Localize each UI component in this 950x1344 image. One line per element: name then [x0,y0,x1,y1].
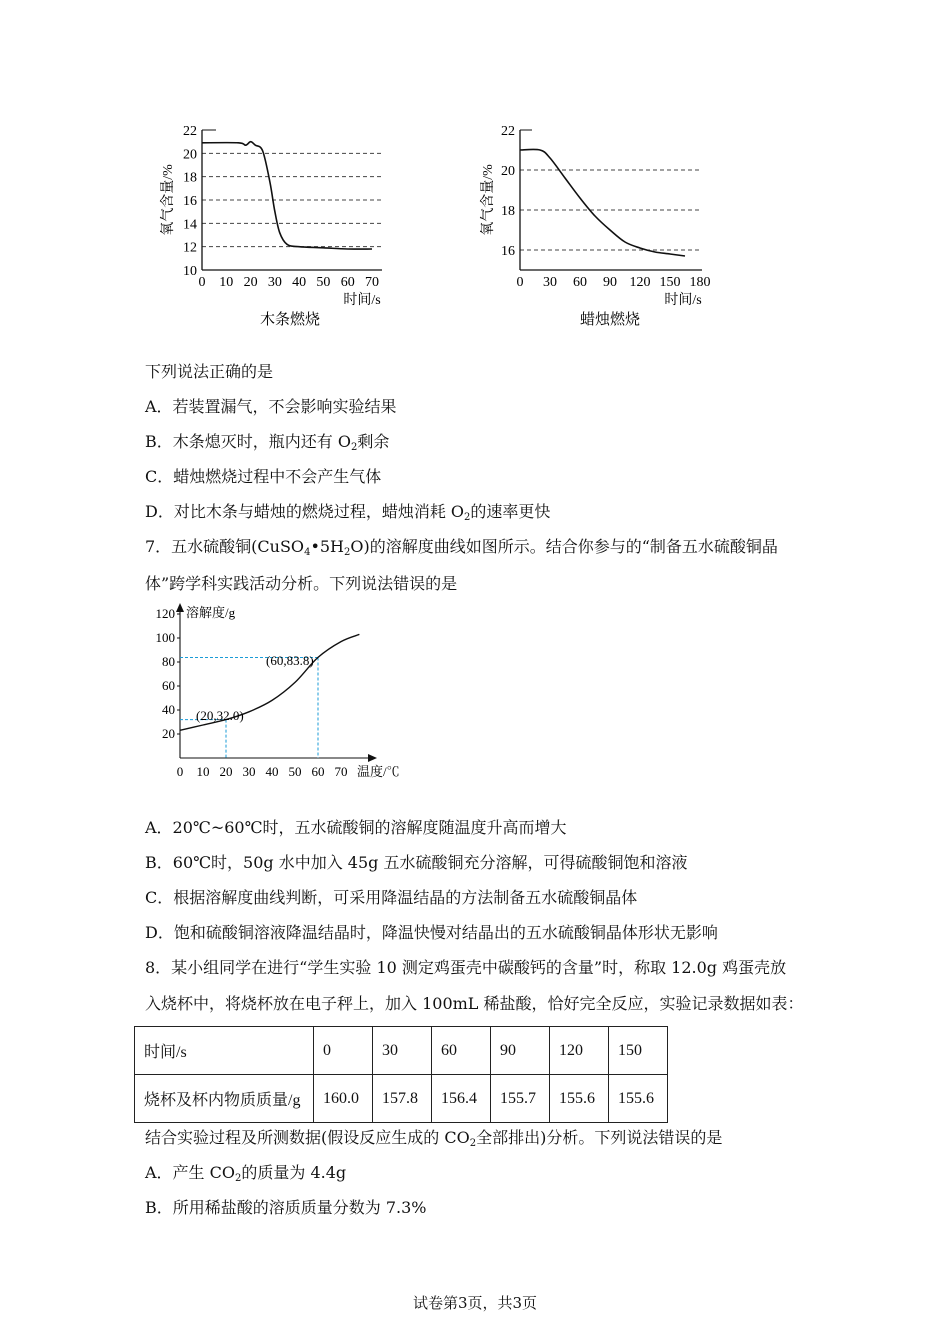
candle-caption: 蜡烛燃烧 [579,312,641,328]
wood-gridlines [202,130,382,247]
q7-option-c: C．根据溶解度曲线判断，可采用降温结晶的方法制备五水硫酸铜晶体 [145,888,638,907]
table-cell: 120 [550,1027,609,1075]
table-cell: 156.4 [432,1075,491,1123]
table-cell: 90 [491,1027,550,1075]
table-cell: 150 [609,1027,668,1075]
q7-option-b: B．60℃时，50g 水中加入 45g 五水硫酸铜充分溶解，可得硫酸铜饱和溶液 [145,853,688,872]
candle-oxygen-curve [520,149,685,256]
q7-stem-line1: 7．五水硫酸铜(CuSO4•5H2O)的溶解度曲线如图所示。结合你参与的“制备五水硫酸铜晶 [145,537,778,558]
x-tick-label: 50 [316,275,331,290]
wood-x-label: 时间/s [343,293,381,308]
table-cell: 155.7 [491,1075,550,1123]
x-tick-label: 40 [265,764,279,779]
x-tick-label: 0 [176,764,184,779]
q7-stem-line2: 体”跨学科实践活动分析。下列说法错误的是 [145,574,458,593]
wood-y-label: 氧气含量/% [161,164,176,236]
y-tick-label: 22 [501,124,515,139]
q6-option-a: A．若装置漏气，不会影响实验结果 [145,397,397,416]
x-tick-label: 0 [516,275,524,290]
x-tick-label: 120 [629,275,651,290]
q8-analysis-stem: 结合实验过程及所测数据(假设反应生成的 CO2全部排出)分析。下列说法错误的是 [145,1128,723,1149]
q8-option-a: A．产生 CO2的质量为 4.4g [145,1163,347,1184]
y-tick-label: 20 [501,164,515,179]
x-tick-label: 30 [543,275,557,290]
x-tick-label: 40 [292,275,307,290]
table-cell: 时间/s [135,1027,314,1075]
wood-caption: 木条燃烧 [259,312,321,328]
x-tick-label: 70 [334,764,348,779]
y-tick-label: 10 [183,264,197,279]
y-tick-label: 80 [162,654,175,669]
table-cell: 157.8 [373,1075,432,1123]
x-tick-label: 10 [196,764,210,779]
table-cell: 155.6 [550,1075,609,1123]
q7-option-a: A．20℃~60℃时，五水硫酸铜的溶解度随温度升高而增大 [145,818,567,837]
y-tick-label: 16 [501,244,515,259]
x-tick-label: 180 [689,275,711,290]
x-tick-label: 0 [198,275,206,290]
y-tick-label: 60 [162,678,175,693]
q6-stem: 下列说法正确的是 [145,362,274,381]
candle-gridlines [520,130,702,250]
table-row [135,1027,668,1075]
sol-y-arrow [176,603,184,612]
x-tick-label: 60 [340,275,355,290]
table-cell: 160.0 [314,1075,373,1123]
sol-point1-label: (20,32.0) [196,708,244,723]
y-tick-label: 40 [162,702,175,717]
table-cell: 60 [432,1027,491,1075]
y-tick-label: 100 [155,630,175,645]
q8-data-table [134,1026,668,1123]
q6-option-c: C．蜡烛燃烧过程中不会产生气体 [145,467,382,486]
x-tick-label: 20 [219,764,233,779]
sol-x-arrow [368,754,377,762]
x-tick-label: 90 [603,275,617,290]
q8-option-b: B．所用稀盐酸的溶质质量分数为 7.3% [145,1198,427,1217]
x-tick-label: 150 [659,275,681,290]
q6-option-d: D．对比木条与蜡烛的燃烧过程，蜡烛消耗 O2的速率更快 [145,502,551,523]
table-row [135,1075,668,1123]
x-tick-label: 10 [219,275,234,290]
solubility-chart [150,598,410,788]
y-tick-label: 18 [183,170,197,186]
x-tick-label: 70 [365,275,379,290]
sol-y-label: 溶解度/g [186,605,236,620]
y-tick-label: 14 [183,217,197,233]
y-tick-label: 12 [183,240,197,256]
wood-oxygen-curve [202,142,372,249]
table-cell: 155.6 [609,1075,668,1123]
page-footer: 试卷第3页，共3页 [412,1294,538,1312]
x-tick-label: 30 [242,764,256,779]
q8-stem-line2: 入烧杯中，将烧杯放在电子秤上，加入 100mL 稀盐酸，恰好完全反应，实验记录数据如表： [145,994,804,1013]
q7-option-d: D．饱和硫酸铜溶液降温结晶时，降温快慢对结晶出的五水硫酸铜晶体形状无影响 [145,923,718,942]
wood-combustion-chart [150,118,450,328]
sol-x-label: 温度/℃ [357,764,400,779]
y-tick-label: 22 [183,124,197,139]
candle-y-label: 氧气含量/% [481,164,496,236]
x-tick-label: 60 [573,275,587,290]
y-tick-label: 18 [501,204,515,219]
q8-stem-line1: 8．某小组同学在进行“学生实验 10 测定鸡蛋壳中碳酸钙的含量”时，称取 12.0g 鸡蛋壳放 [145,958,787,977]
y-tick-label: 20 [183,147,197,163]
x-tick-label: 50 [288,764,302,779]
q6-option-b: B．木条熄灭时，瓶内还有 O2剩余 [145,432,390,453]
sol-point2-label: (60,83.8) [266,653,314,668]
x-tick-label: 30 [267,275,282,290]
candle-combustion-chart [470,118,770,328]
y-tick-label: 16 [183,194,197,209]
y-tick-label: 20 [162,726,175,741]
table-cell: 0 [314,1027,373,1075]
table-cell: 30 [373,1027,432,1075]
y-tick-label: 120 [155,606,175,621]
x-tick-label: 60 [311,764,325,779]
table-cell: 烧杯及杯内物质质量/g [135,1075,314,1123]
x-tick-label: 20 [243,275,258,290]
candle-x-label: 时间/s [664,293,702,308]
